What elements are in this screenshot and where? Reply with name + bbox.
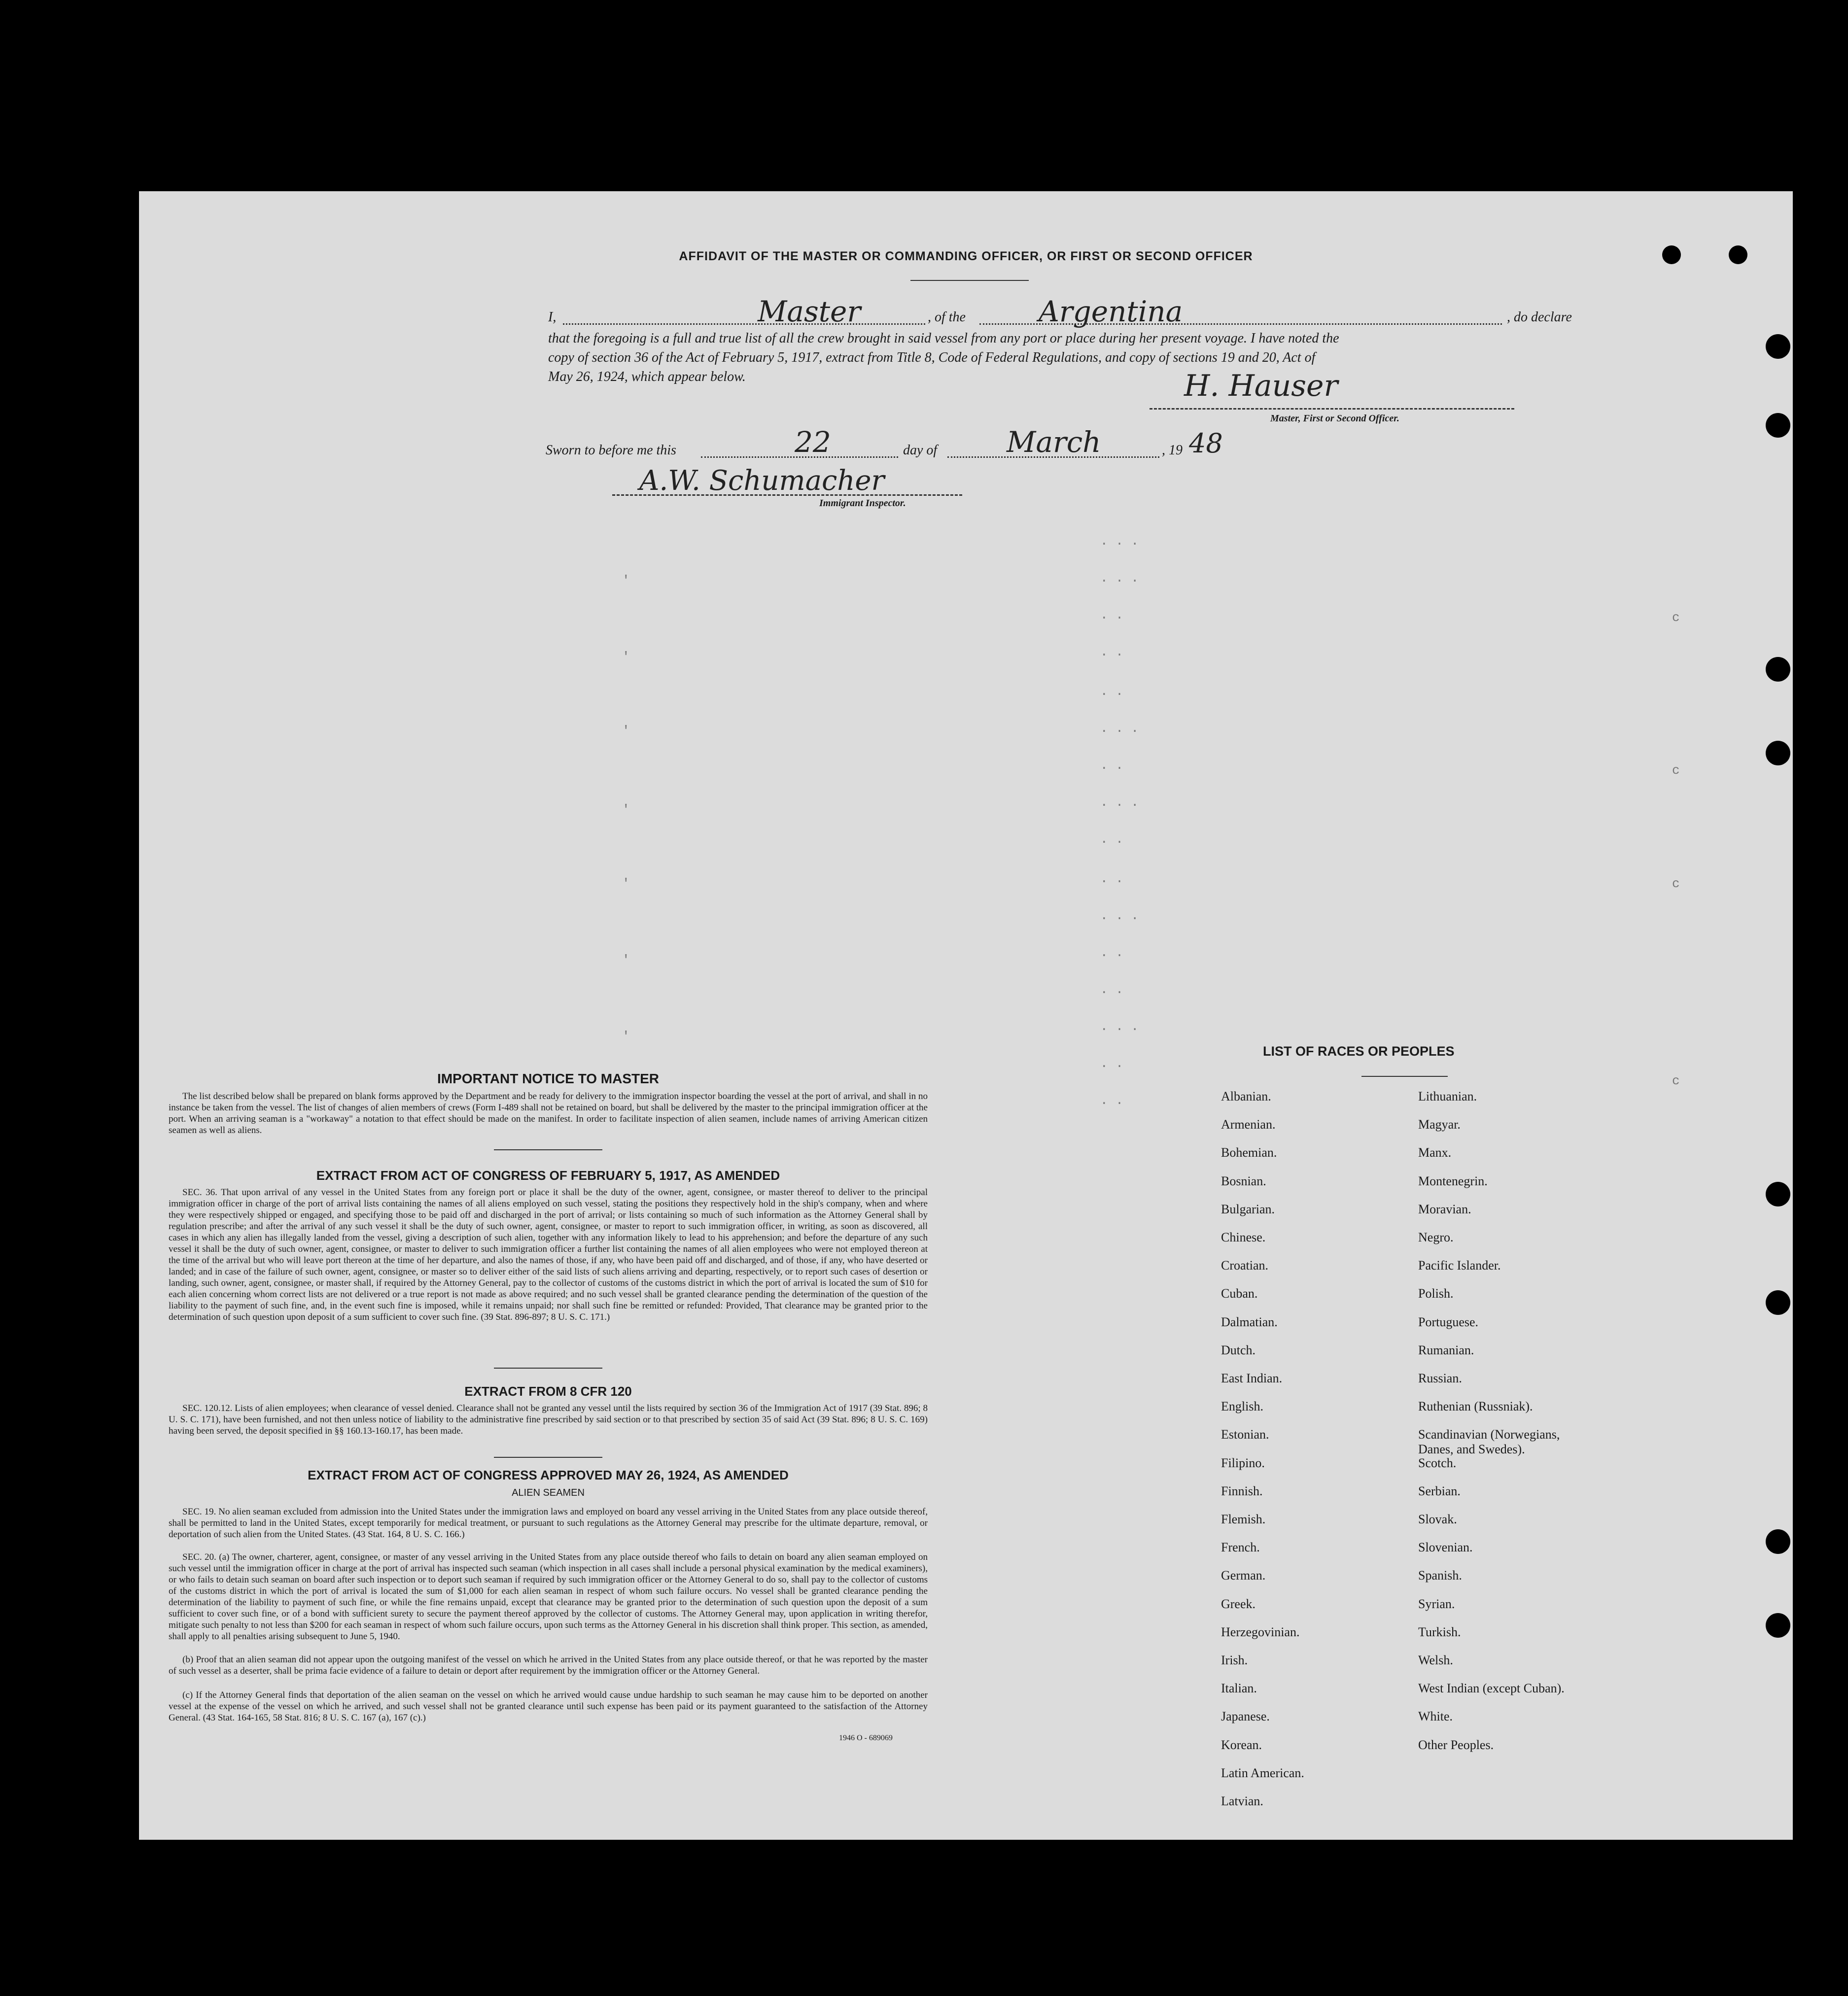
print-mark: 1946 O - 689069 <box>839 1734 893 1742</box>
bleed-through-mark: . . . <box>1100 795 1139 810</box>
race-item: Turkish. <box>1418 1624 1461 1639</box>
race-item: Welsh. <box>1418 1653 1453 1667</box>
races-title: LIST OF RACES OR PEOPLES <box>1263 1044 1455 1059</box>
race-item: Danes, and Swedes). <box>1418 1442 1525 1457</box>
bleed-through-mark: . . <box>1100 871 1123 886</box>
bleed-through-mark: . . <box>1100 1056 1123 1071</box>
day-handwritten: 22 <box>795 425 831 459</box>
bleed-through-mark: c <box>1672 1073 1680 1088</box>
race-item: East Indian. <box>1221 1371 1283 1385</box>
extract-1924-title: EXTRACT FROM ACT OF CONGRESS APPROVED MAY 26, 1924, AS AMENDED <box>308 1468 789 1482</box>
bleed-through-mark: . . . <box>1100 908 1139 923</box>
race-item: Armenian. <box>1221 1117 1276 1132</box>
punch-hole-icon <box>1766 657 1790 682</box>
bleed-through-mark: . . . <box>1100 1019 1139 1034</box>
race-item: Bulgarian. <box>1221 1202 1275 1216</box>
bleed-through-mark: . . <box>1100 608 1123 622</box>
punch-hole-icon <box>1766 741 1790 765</box>
race-item: Ruthenian (Russniak). <box>1418 1399 1533 1414</box>
race-item: Irish. <box>1221 1653 1248 1667</box>
section-divider <box>494 1457 602 1458</box>
bleed-through-mark: . . <box>1100 832 1123 847</box>
document-page <box>139 191 1793 1840</box>
extract-1917-title: EXTRACT FROM ACT OF CONGRESS OF FEBRUARY 5, 1917, AS AMENDED <box>316 1168 780 1183</box>
bleed-through-mark: c <box>1672 763 1680 778</box>
inspector-caption: Immigrant Inspector. <box>819 498 906 509</box>
signature-line <box>1150 408 1514 410</box>
race-item: Greek. <box>1221 1596 1256 1611</box>
race-item: Russian. <box>1418 1371 1462 1385</box>
punch-hole-icon <box>1766 1182 1790 1206</box>
race-item: Herzegovinian. <box>1221 1624 1300 1639</box>
extract-1924-subtitle: ALIEN SEAMEN <box>512 1487 585 1498</box>
race-item: Albanian. <box>1221 1089 1271 1103</box>
race-item: Bohemian. <box>1221 1145 1277 1160</box>
race-item: Flemish. <box>1221 1512 1266 1526</box>
bleed-through-mark: ' <box>622 1029 630 1044</box>
race-item: Magyar. <box>1418 1117 1461 1132</box>
race-item: Negro. <box>1418 1230 1454 1244</box>
bleed-through-mark: . . . <box>1100 571 1139 585</box>
bleed-through-mark: c <box>1672 876 1680 891</box>
race-item: Rumanian. <box>1418 1342 1474 1357</box>
bleed-through-mark: . . . <box>1100 534 1139 549</box>
punch-hole-icon <box>1766 1290 1790 1315</box>
bleed-through-mark: ' <box>622 723 630 738</box>
race-item: Japanese. <box>1221 1709 1270 1724</box>
race-item: Slovak. <box>1418 1512 1457 1526</box>
bleed-through-mark: c <box>1672 610 1680 625</box>
affidavit-title: AFFIDAVIT OF THE MASTER OR COMMANDING OFFICER, OR FIRST OR SECOND OFFICER <box>679 249 1253 263</box>
race-item: Finnish. <box>1221 1483 1263 1498</box>
punch-hole-icon <box>1766 1529 1790 1554</box>
bleed-through-mark: ' <box>622 953 630 967</box>
race-item: Moravian. <box>1418 1202 1471 1216</box>
rank-handwritten: Master <box>758 295 861 328</box>
notice-text: The list described below shall be prepared on blank forms approved by the Department and be ready for delivery to the immigration inspector boarding the vessel at the port of arrival, and shall in no instance be taken from the vessel. The list of changes of alien members of crews (Form I-489 shall not be retained on board, but shall be delivered by the master to the principal immigration officer at the port. When an arriving seaman is a "workaway" a notation to that effect should be made on the manifest. In order to facilitate inspection of alien seamen, include names of arriving American citizen seamen as well as aliens. <box>169 1091 928 1136</box>
punch-hole-icon <box>1766 1613 1790 1638</box>
race-item: Syrian. <box>1418 1596 1455 1611</box>
bleed-through-mark: . . <box>1100 982 1123 997</box>
race-item: Filipino. <box>1221 1455 1265 1470</box>
punch-hole-icon <box>1766 413 1790 438</box>
day-of-label: day of <box>903 443 938 458</box>
extract-1924-sec20a: SEC. 20. (a) The owner, charterer, agent, consignee, or master of any vessel arriving in the United States from any place outside thereof who fails to detain on board any alien seaman employed on such vessel until the immigration officer in charge at the port of arrival has inspected such seaman (which inspection in all cases shall include a personal physical examination by the medical examiners), or who fails to detain such seaman on board after such inspection or to deport such seaman if required by such immigration officer or the Attorney General to do so, shall pay to the collector of customs of the customs district in which the port of arrival is located the sum of $1,000 for each alien seaman in respect of whom such failure occurs. No vessel shall be granted clearance pending the determination of the liability to payment of such fine, or while the fine remains unpaid, except that clearance may be granted prior to the determination of such question upon the deposit of a sum sufficient to cover such fine, or of a bond with sufficient surety to secure the payment thereof approved by the collector of customs. The Attorney General may, upon application in writing therefor, mitigate such penalty to not less than $200 for each seaman in respect of whom such failure occurs, upon such terms as the Attorney General in his discretion shall think proper. This section, as amended, shall apply to all penalties arising subsequent to June 5, 1940. <box>169 1552 928 1642</box>
extract-1924-sec19: SEC. 19. No alien seaman excluded from admission into the United States under the immigration laws and employed on board any vessel arriving in the United States from any place outside thereof, shall be permitted to land in the United States, except temporarily for medical treatment, or pursuant to such regulations as the Attorney General may prescribe for the ultimate departure, removal, or deportation of such alien from the United States. (43 Stat. 164, 8 U. S. C. 166.) <box>169 1507 928 1540</box>
affidavit-body-line2: copy of section 36 of the Act of February 5, 1917, extract from Title 8, Code of Federal Regulations, and copy of sections 19 and 20, Act of <box>548 350 1316 365</box>
sworn-label: Sworn to before me this <box>546 443 676 458</box>
bleed-through-mark: ' <box>622 650 630 664</box>
race-item: Serbian. <box>1418 1483 1461 1498</box>
race-item: Latin American. <box>1221 1765 1304 1780</box>
race-item: Scandinavian (Norwegians, <box>1418 1427 1560 1442</box>
race-item: German. <box>1221 1568 1266 1583</box>
race-item: Italian. <box>1221 1681 1257 1696</box>
extract-cfr-title: EXTRACT FROM 8 CFR 120 <box>464 1384 632 1399</box>
bleed-through-mark: ' <box>622 573 630 588</box>
rank-field-line <box>563 323 925 325</box>
race-item: Lithuanian. <box>1418 1089 1477 1103</box>
race-item: Manx. <box>1418 1145 1452 1160</box>
year-prefix-label: , 19 <box>1162 443 1183 458</box>
race-item: Polish. <box>1418 1286 1454 1301</box>
race-item: Portuguese. <box>1418 1314 1479 1329</box>
vessel-handwritten: Argentina <box>1039 295 1183 328</box>
race-item: Slovenian. <box>1418 1540 1473 1555</box>
race-item: Pacific Islander. <box>1418 1258 1501 1273</box>
affidavit-body-line3: May 26, 1924, which appear below. <box>548 369 746 384</box>
year-handwritten: 48 <box>1189 428 1223 459</box>
race-item: Other Peoples. <box>1418 1737 1494 1752</box>
bleed-through-mark: . . <box>1100 758 1123 773</box>
section-divider <box>494 1368 602 1369</box>
race-item: Dutch. <box>1221 1342 1256 1357</box>
extract-1924-sec20b: (b) Proof that an alien seaman did not appear upon the outgoing manifest of the vessel on which he arrived in the United States from any place outside thereof, or that he was reported by the master of such vessel as a deserter, shall be prima facie evidence of a failure to detain or deport after requirement by the immigration officer or the Attorney General. <box>169 1654 928 1676</box>
race-item: Spanish. <box>1418 1568 1462 1583</box>
race-item: Scotch. <box>1418 1455 1457 1470</box>
declarant-i-label: I, <box>548 310 557 325</box>
bleed-through-mark: ' <box>622 876 630 891</box>
master-signature: H. Hauser <box>1184 369 1338 403</box>
race-item: Cuban. <box>1221 1286 1258 1301</box>
race-item: White. <box>1418 1709 1453 1724</box>
race-item: Estonian. <box>1221 1427 1269 1442</box>
races-divider <box>1361 1076 1448 1077</box>
bleed-through-mark: . . <box>1100 945 1123 960</box>
race-item: Korean. <box>1221 1737 1262 1752</box>
extract-cfr-text: SEC. 120.12. Lists of alien employees; when clearance of vessel denied. Clearance shall not be granted any vessel until the lists required by section 36 of the Immigration Act of 1917 (39 Stat. 896; 8 U. S. C. 171), have been furnished, and not then unless notice of liability to the administrative fine prescribed by said section or to that prescribed by section 35 of said Act (39 Stat. 896; 8 U. S. C. 169) having been served, the deposit specified in §§ 160.13-160.17, has been made. <box>169 1403 928 1436</box>
bleed-through-mark: . . <box>1100 645 1123 659</box>
inspector-signature-line <box>612 494 962 496</box>
extract-1924-sec20c: (c) If the Attorney General finds that deportation of the alien seaman on the vessel on which he arrived would cause undue hardship to such seaman he may cause him to be deported on another vessel at the expense of the vessel on which he arrived, and such vessel shall not be granted clearance until such expense has been paid or its payment guaranteed to the satisfaction of the Attorney General. (43 Stat. 164-165, 58 Stat. 816; 8 U. S. C. 167 (a), 167 (c).) <box>169 1690 928 1723</box>
inspector-signature: A.W. Schumacher <box>639 465 885 497</box>
notice-title: IMPORTANT NOTICE TO MASTER <box>437 1071 660 1086</box>
signature-caption: Master, First or Second Officer. <box>1270 413 1399 424</box>
section-divider <box>494 1149 602 1150</box>
race-item: Latvian. <box>1221 1794 1263 1808</box>
affidavit-body-line1: that the foregoing is a full and true list of all the crew brought in said vessel from any port or place during her present voyage. I have noted the <box>548 331 1339 346</box>
race-item: Dalmatian. <box>1221 1314 1278 1329</box>
race-item: Montenegrin. <box>1418 1173 1488 1188</box>
month-handwritten: March <box>1007 425 1101 459</box>
race-item: Bosnian. <box>1221 1173 1266 1188</box>
bleed-through-mark: . . <box>1100 1093 1123 1108</box>
race-item: West Indian (except Cuban). <box>1418 1681 1565 1696</box>
do-declare-label: , do declare <box>1507 310 1572 325</box>
title-divider <box>910 280 1029 281</box>
bleed-through-mark: ' <box>622 802 630 817</box>
race-item: Chinese. <box>1221 1230 1266 1244</box>
extract-1917-text: SEC. 36. That upon arrival of any vessel in the United States from any foreign port or place it shall be the duty of the owner, agent, consignee, or master thereof to deliver to the principal immigration officer in charge of the port of arrival lists containing the names of all aliens employed on such vessel, stating the positions they respectively hold in the ship's company, when and where they were respectively shipped or engaged, and specifying those to be paid off and discharged in the port of arrival; or lists containing so much of such information as the Attorney General shall by regulation prescribe; and after the arrival of any such vessel it shall be the duty of such owner, agent, consignee, or master to report to such immigration officer, in writing, as soon as discovered, all cases in which any alien has illegally landed from the vessel, giving a description of such alien, together with any information likely to lead to his apprehension; and before the departure of any such vessel it shall be the duty of such owner, agent, consignee, or master to deliver to such immigration officer a further list containing the names of all alien employees who were not employed thereon at the time of the arrival but who will leave port thereon at the time of her departure, and also the names of those, if any, who have been paid off and discharged, and of those, if any, who have deserted or landed; and in case of the failure of such owner, agent, consignee, or master so to deliver either of the said lists of such aliens arriving and departing, respectively, or to report such cases of desertion or landing, such owner, agent, consignee, or master shall, if required by the Attorney General, pay to the collector of customs of the customs district in which the port of arrival is located the sum of $10 for each alien concerning whom correct lists are not delivered or a true report is not made as above required; and no such vessel shall be granted clearance pending the determination of the question of the liability to the payment of such fine, and, in the event such fine is imposed, while it remains unpaid; nor shall such fine be remitted or refunded: Provided, That clearance may be granted prior to the determination of such question upon deposit of a sum sufficient to cover such fine. (39 Stat. 896-897; 8 U. S. C. 171.) <box>169 1187 928 1322</box>
race-item: English. <box>1221 1399 1263 1414</box>
bleed-through-mark: . . <box>1100 684 1123 699</box>
race-item: Croatian. <box>1221 1258 1269 1273</box>
of-the-label: , of the <box>928 310 966 325</box>
race-item: French. <box>1221 1540 1260 1555</box>
bleed-through-mark: . . . <box>1100 721 1139 736</box>
